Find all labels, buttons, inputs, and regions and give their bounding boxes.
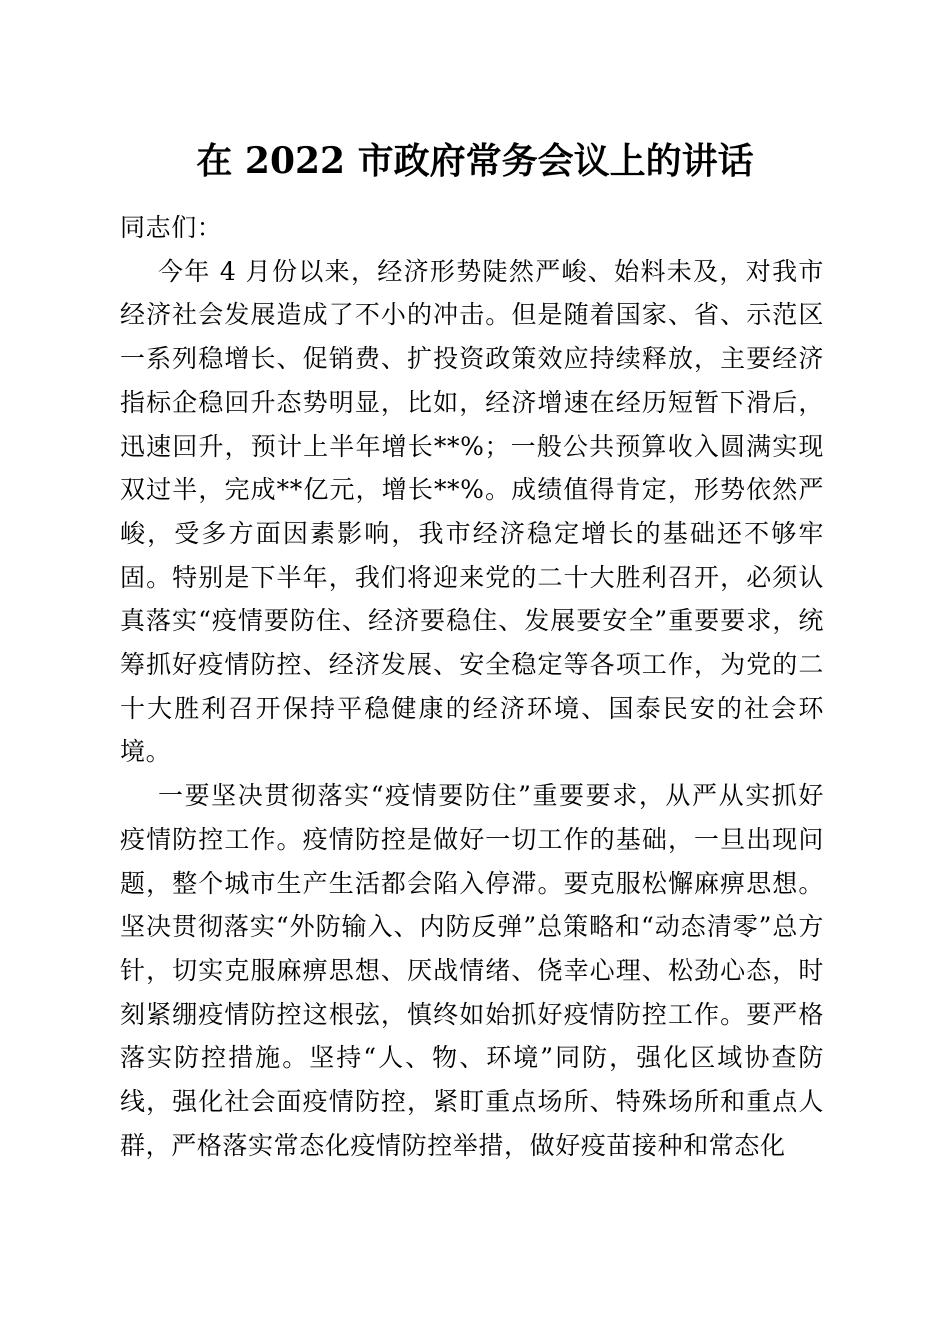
- paragraph: 一要坚决贯彻落实“疫情要防住”重要要求，从严从实抓好疫情防控工作。疫情防控是做好一切工作的基础，一旦出现问题，整个城市生产生活都会陷入停滞。要克服松懈麻痹思想。坚决贯彻落实“外防输入、内防反弹”总策略和“动态清零”总方针，切实克服麻痹思想、厌战情绪、侥幸心理、松劲心态，时刻紧绷疫情防控这根弦，慎终如始抓好疫情防控工作。要严格落实防控措施。坚持“人、物、环境”同防，强化区域协查防线，强化社会面疫情防控，紧盯重点场所、特殊场所和重点人群，严格落实常态化疫情防控举措，做好疫苗接种和常态化: [120, 781, 824, 1160]
- document-title: 在 2022 市政府常务会议上的讲话: [196, 140, 754, 182]
- salutation: 同志们：: [120, 213, 223, 242]
- paragraph: 今年 4 月份以来，经济形势陡然严峻、始料未及，对我市经济社会发展造成了不小的冲击。但是随着国家、省、示范区一系列稳增长、促销费、扩投资政策效应持续释放，主要经济指标企稳回升态势明显，比如，经济增速在经历短暂下滑后，迅速回升，预计上半年增长**%；一般公共预算收入圆满实现双过半，完成**亿元，增长**%。成绩值得肯定，形势依然严峻，受多方面因素影响，我市经济稳定增长的基础还不够牢固。特别是下半年，我们将迎来党的二十大胜利召开，必须认真落实“疫情要防住、经济要稳住、发展要安全”重要要求，统筹抓好疫情防控、经济发展、安全稳定等各项工作，为党的二十大胜利召开保持平稳健康的经济环境、国泰民安的社会环境。: [120, 256, 824, 767]
- document-body: [120, 206, 824, 1167]
